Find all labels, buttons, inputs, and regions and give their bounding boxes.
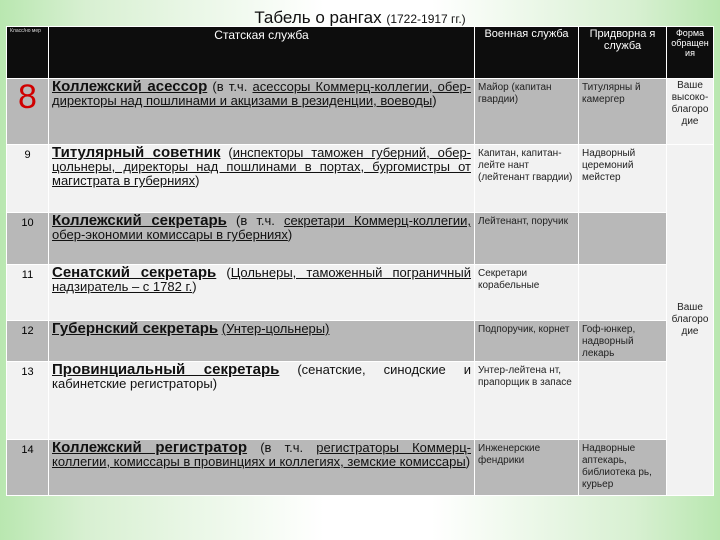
- rank-name: Провинциальный секретарь: [52, 361, 280, 378]
- table-row: [7, 265, 714, 321]
- rank-number: 12: [7, 321, 49, 362]
- civil-rank-cell: [49, 321, 475, 362]
- rank-note-prefix: (в т.ч.: [260, 440, 317, 455]
- form-of-address: Ваше высоко-благоро дие: [667, 79, 714, 145]
- header-form-of-address: Форма обращен ия: [667, 27, 714, 79]
- rank-note-suffix: ): [465, 454, 471, 469]
- military-rank: Капитан, капитан-лейте нант (лейтенант гвардии): [475, 145, 579, 213]
- rank-number: 10: [7, 213, 49, 265]
- military-rank: Секретари корабельные: [475, 265, 579, 321]
- court-rank: Гоф-юнкер, надворный лекарь: [579, 321, 667, 362]
- rank-name: Сенатский секретарь: [52, 264, 217, 281]
- civil-rank-cell: [49, 213, 475, 265]
- court-rank: Надворные аптекарь, библиотека рь, курьер: [579, 440, 667, 496]
- military-rank: Лейтенант, поручик: [475, 213, 579, 265]
- table-row: [7, 213, 714, 265]
- ranks-table: [6, 26, 714, 496]
- military-rank: Инженерские фендрики: [475, 440, 579, 496]
- title-main: Табель о рангах: [254, 8, 382, 27]
- court-rank: [579, 213, 667, 265]
- form-of-address: Ваше благоро дие: [667, 145, 714, 496]
- rank-note: Цольнеры, таможенный пограничный надзиратель – с 1782 г.: [52, 265, 471, 294]
- rank-note: (Унтер-цольнеры): [221, 321, 330, 336]
- rank-note-prefix: (сенатские, синодские и кабинетские регистраторы): [52, 362, 471, 391]
- table-header-row: [7, 27, 714, 79]
- rank-number: 8: [7, 79, 49, 145]
- rank-note: асессоры Коммерц-коллегии, обер-директоры над пошлинами и акцизами в резиденции, воеводы: [52, 79, 472, 108]
- rank-note-prefix: (: [226, 265, 231, 280]
- rank-number: 13: [7, 362, 49, 440]
- civil-rank-cell: [49, 79, 475, 145]
- civil-rank-cell: [49, 440, 475, 496]
- military-rank: Подпоручик, корнет: [475, 321, 579, 362]
- table-row: [7, 440, 714, 496]
- rank-name: Титулярный советник: [52, 144, 221, 161]
- rank-note-suffix: ): [195, 173, 200, 188]
- rank-note: инспекторы таможен губерний, обер-цольнеры, директоры над пошлинами в портах, бургомистры от магистрата в губерниях: [52, 145, 471, 188]
- rank-number: 14: [7, 440, 49, 496]
- rank-note-prefix: (в т.ч.: [212, 79, 253, 94]
- rank-note-suffix: ): [192, 279, 197, 294]
- civil-rank-cell: [49, 145, 475, 213]
- rank-number: 11: [7, 265, 49, 321]
- title-years: (1722-1917 гг.): [386, 12, 466, 26]
- civil-rank-cell: [49, 362, 475, 440]
- rank-name: Губернский секретарь: [52, 320, 219, 337]
- court-rank: [579, 362, 667, 440]
- rank-note-suffix: ): [432, 93, 437, 108]
- court-rank: Надворный церемоний мейстер: [579, 145, 667, 213]
- court-rank: Титулярны й камергер: [579, 79, 667, 145]
- court-rank: [579, 265, 667, 321]
- military-rank: Майор (капитан гвардии): [475, 79, 579, 145]
- table-row: [7, 321, 714, 362]
- civil-rank-cell: [49, 265, 475, 321]
- military-rank: Унтер-лейтена нт, прапорщик в запасе: [475, 362, 579, 440]
- rank-note: регистраторы Коммерц-коллегии, комиссары в провинциях и коллегиях, земские комиссары: [52, 440, 471, 469]
- table-row: [7, 362, 714, 440]
- rank-note-suffix: ): [287, 227, 293, 242]
- table-row: [7, 79, 714, 145]
- header-court-service: Придворна я служба: [579, 27, 667, 79]
- rank-name: Коллежский асессор: [52, 78, 208, 95]
- rank-name: Коллежский регистратор: [52, 439, 248, 456]
- table-row: [7, 145, 714, 213]
- rank-name: Коллежский секретарь: [52, 212, 227, 229]
- rank-note: секретари Коммерц-коллегии, обер-экономии комиссары в губерниях: [52, 213, 471, 242]
- rank-note-prefix: (в т.ч.: [236, 213, 284, 228]
- header-class-number: Класс/но мер: [7, 27, 49, 79]
- rank-note-prefix: (: [228, 145, 233, 160]
- rank-number: 9: [7, 145, 49, 213]
- slide-title: [0, 8, 720, 28]
- header-civil-service: Статская служба: [49, 27, 475, 79]
- header-military-service: Военная служба: [475, 27, 579, 79]
